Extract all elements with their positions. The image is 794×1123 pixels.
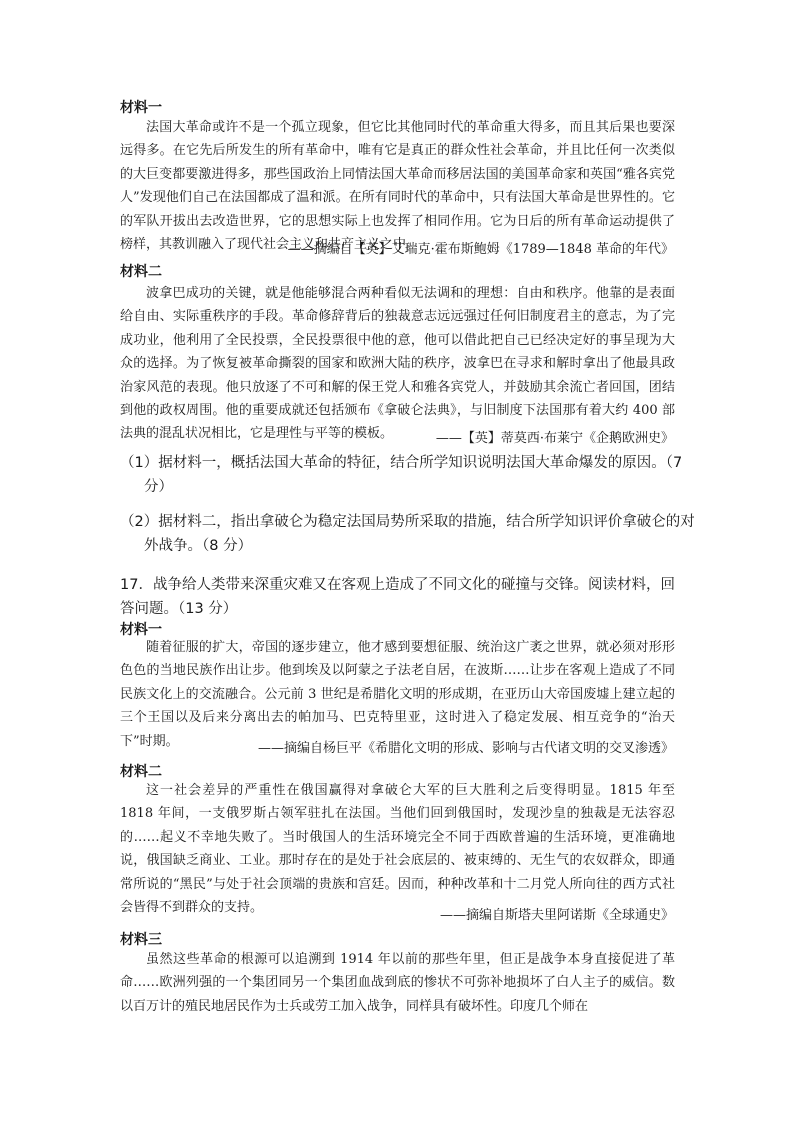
question-2: （2）据材料二，指出拿破仑为稳定法国局势所采取的措施，结合所学知识评价拿破仑的对外战争。（8 分） — [120, 514, 695, 554]
q17-material-2-heading: 材料二 — [120, 764, 162, 780]
q17-material-2-source: ——摘编自斯塔夫里阿诺斯《全球通史》 — [439, 908, 674, 923]
q17-material-1-text: 随着征服的扩大，帝国的逐步建立，他才感到要想征服、统治这广袤之世界，就必须对形形色色的当地民族作出让步。他到埃及以阿蒙之子法老自居，在波斯……让步在客观上造成了不同民族文化上的交流融合。公元前 3 世纪是希腊化文明的形成期，在亚历山大帝国废墟上建立起的三个王国以及后来分离出去的帕加马、巴克特里亚，这时进入了稳定发展、相互竞争的“治天下”时期。 — [120, 640, 675, 749]
material-2-source: ——【英】蒂莫西·布莱宁《企鹅欧洲史》 — [435, 431, 674, 446]
material-1-source: ——摘编自【英】艾瑞克·霍布斯鲍姆《1789—1848 革命的年代》 — [287, 242, 674, 257]
q17-material-1-source: ——摘编自杨巨平《希腊化文明的形成、影响与古代诸文明的交叉渗透》 — [257, 741, 674, 756]
material-1-text: 法国大革命或许不是一个孤立现象，但它比其他同时代的革命重大得多，而且其后果也要深远得多。在它先后所发生的所有革命中，唯有它是真正的群众性社会革命，并且比任何一次类似的大巨变都要激进得多，那些国政治上同情法国大革命而移居法国的美国革命家和英国“雅各宾党人”发现他们自己在法国都成了温和派。在所有同时代的革命中，只有法国大革命是世界性的。它的军队开拔出去改造世界，它的思想实际上也发挥了相同作用。它为日后的所有革命运动提供了榜样，其教训融入了现代社会主义和共产主义之中。 — [120, 120, 675, 253]
material-2-text: 波拿巴成功的关键，就是他能够混合两种看似无法调和的理想：自由和秩序。他靠的是表面给自由、实际重秩序的手段。革命修辞背后的独裁意志远远强过任何旧制度君主的意志，为了完成功业，他利用了全民投票，全民投票很中他的意，他可以借此把自己已经决定好的事呈现为大众的选择。为了恢复被革命撕裂的国家和欧洲大陆的秩序，波拿巴在寻求和解时拿出了他最具政治家风范的表现。他只放逐了不可和解的保王党人和雅各宾党人，并鼓励其余流亡者回国，团结到他的政权周围。他的重要成就还包括颁布《拿破仑法典》，与旧制度下法国那有着大约 400 部法典的混乱状况相比，它是理性与平等的模板。 — [120, 286, 675, 442]
q17-material-1-heading: 材料一 — [120, 622, 162, 638]
q17-material-3-heading: 材料三 — [120, 932, 162, 948]
q17-material-2-text: 这一社会差异的严重性在俄国赢得对拿破仑大军的巨大胜利之后变得明显。1815 年至 1818 年间，一支俄罗斯占领军驻扎在法国。当他们回到俄国时，发现沙皇的独裁是无法容忍的……起义不幸地失败了。当时俄国人的生活环境完全不同于西欧普遍的生活环境，更准确地说，俄国缺乏商业、工业。那时存在的是处于社会底层的、被束缚的、无生气的农奴群众，即通常所说的“黑民”与处于社会顶端的贵族和宫廷。因而，种种改革和十二月党人所向往的西方式社会皆得不到群众的支持。 — [120, 783, 675, 916]
material-1-heading: 材料一 — [120, 100, 162, 116]
question-1: （1）据材料一，概括法国大革命的特征，结合所学知识说明法国大革命爆发的原因。（7分） — [120, 455, 683, 495]
q17-material-3-text: 虽然这些革命的根源可以追溯到 1914 年以前的那些年里，但正是战争本身直接促进了革命……欧洲列强的一个集团同另一个集团血战到底的惨状不可弥补地损坏了白人主子的威信。数以百万计的殖民地居民作为士兵或劳工加入战争，同样具有破坏性。印度几个师在 — [120, 952, 675, 1014]
material-2-heading: 材料二 — [120, 264, 162, 280]
question-17: 17．战争给人类带来深重灾难又在客观上造成了不同文化的碰撞与交锋。阅读材料，回答问题。（13 分） — [120, 577, 675, 617]
